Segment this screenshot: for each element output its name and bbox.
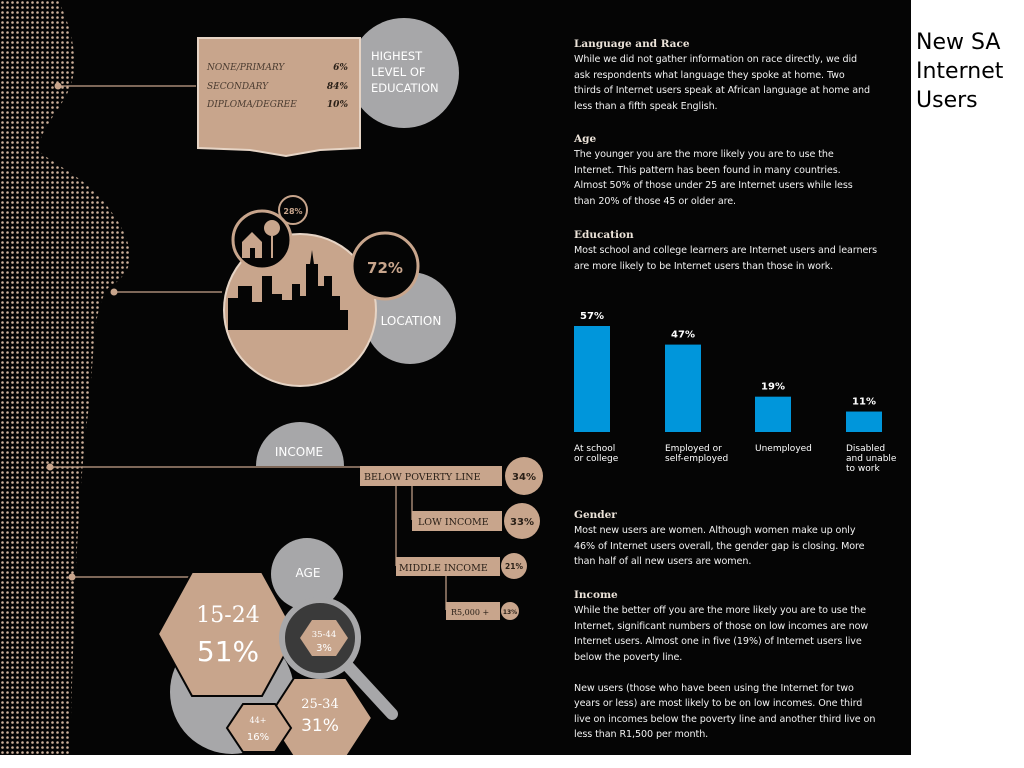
body-line: ask respondents what language they spoke at home. Two (574, 69, 845, 81)
body-line: are more likely to be Internet users than those in work. (574, 260, 834, 272)
section-heading: Language and Race (574, 38, 690, 50)
body-line: thirds of Internet users speak at African language at home and (574, 85, 870, 96)
category-label: and unable (846, 454, 897, 464)
woman-silhouette (0, 0, 130, 755)
bar (574, 326, 610, 432)
section-age (574, 133, 909, 209)
body-line: than half of all new users are women. (574, 556, 752, 567)
education-row-value: 84% (326, 82, 348, 92)
education-row-label: NONE/PRIMARY (207, 63, 285, 73)
income-row-label: R5,000 + (451, 608, 490, 617)
body-line: less than a fifth speak English. (574, 100, 718, 112)
income-row-value: 34% (512, 472, 536, 483)
education-title-3: EDUCATION (371, 81, 439, 95)
body-line: 46% of Internet users overall, the gender gap is closing. More (574, 540, 865, 552)
section-education (574, 229, 909, 274)
section-heading: Age (574, 133, 597, 145)
category-label: Disabled (846, 444, 886, 454)
income-row-value: 13% (502, 609, 518, 616)
age-range-label: 25-34 (301, 697, 339, 712)
education-bar-chart (574, 311, 897, 474)
income-row-label: LOW INCOME (418, 517, 489, 528)
tree-icon (264, 220, 280, 236)
side-title-line: Users (916, 88, 978, 113)
section-body (574, 52, 909, 114)
category-label: Employed or (665, 444, 722, 454)
age-value-label: 31% (301, 716, 339, 736)
urban-percent: 72% (367, 259, 403, 277)
connector-dot (55, 83, 62, 90)
location-title: LOCATION (380, 314, 442, 328)
category-label: self-employed (665, 454, 729, 464)
body-line: Internet users. Almost one in five (19%) of Internet users live (574, 636, 862, 647)
bar (846, 412, 882, 432)
body-line: Most school and college learners are Internet users and learners (574, 245, 878, 256)
body-line: New users (those who have been using the Internet for two (574, 682, 854, 694)
income-row-value: 21% (505, 562, 523, 571)
section-body (574, 243, 909, 274)
side-title (916, 28, 1021, 115)
age-range-label: 35-44 (311, 630, 337, 640)
body-line: Almost 50% of those under 25 are Internet users while less (574, 180, 853, 191)
income-title-semicircle (256, 422, 344, 466)
education-title-2: LEVEL OF (371, 65, 426, 79)
education-row-value: 6% (333, 63, 348, 73)
age-value-label: 16% (246, 732, 270, 743)
body-line: less than R1,500 per month. (574, 729, 709, 740)
category-label: to work (846, 464, 880, 474)
age-title: AGE (295, 566, 321, 580)
body-line: While the better off you are the more likely you are to use the (574, 605, 866, 616)
section-gender (574, 509, 909, 570)
body-line: years or less) are most likely to be on low incomes. One third (574, 698, 863, 709)
rural-percent: 28% (283, 207, 303, 216)
section-language (574, 38, 909, 114)
age-range-label: 15-24 (196, 603, 260, 628)
education-row-value: 10% (326, 100, 348, 110)
body-line: Most new users are women. Although women make up only (574, 525, 856, 536)
category-label: or college (574, 454, 619, 464)
section-heading: Education (574, 229, 634, 241)
body-line: below the poverty line. (574, 651, 683, 663)
bar-value-label: 47% (671, 329, 695, 341)
book-icon (198, 38, 360, 156)
education-title-1: HIGHEST (371, 49, 423, 63)
body-line: While we did not gather information on race directly, we did (574, 54, 857, 65)
bar-value-label: 57% (580, 311, 604, 322)
body-line: The younger you are the more likely you are to use the (574, 149, 834, 160)
connector-dot (111, 289, 118, 296)
connector-dot (69, 574, 76, 581)
body-line: than 20% of those 45 or older are. (574, 195, 736, 207)
category-label: Unemployed (755, 444, 812, 454)
education-row-label: DIPLOMA/DEGREE (207, 100, 297, 110)
bar (755, 397, 791, 432)
side-title-line: New SA (916, 30, 1001, 55)
income-row-value: 33% (510, 517, 534, 528)
age-range-label: 44+ (249, 716, 267, 725)
body-line: Internet. This pattern has been found in many countries. (574, 164, 841, 176)
income-title: INCOME (274, 445, 324, 459)
side-title-line: Internet (916, 59, 1004, 84)
education-row-label: SECONDARY (207, 82, 269, 92)
age-infographic (158, 538, 392, 755)
house-door-icon (250, 248, 255, 258)
income-row-label: MIDDLE INCOME (399, 563, 488, 574)
section-body (574, 603, 909, 743)
bar-value-label: 11% (852, 396, 876, 408)
income-row-label: BELOW POVERTY LINE (364, 472, 481, 483)
section-heading: Income (574, 589, 618, 601)
rural-circle (233, 211, 291, 269)
location-infographic (224, 196, 456, 386)
category-label: At school (574, 444, 616, 454)
bar (665, 345, 701, 432)
section-body (574, 523, 909, 570)
connector-dot (47, 464, 54, 471)
bar-value-label: 19% (761, 381, 785, 393)
education-infographic (198, 18, 459, 156)
section-income (574, 589, 909, 743)
age-value-label: 51% (196, 635, 260, 668)
body-line: live on incomes below the poverty line and another third live on (574, 713, 876, 725)
age-value-label: 3% (316, 643, 332, 654)
section-heading: Gender (574, 509, 617, 521)
body-line: Internet, significant numbers of those on low incomes are now (574, 620, 869, 632)
section-body (574, 147, 909, 209)
